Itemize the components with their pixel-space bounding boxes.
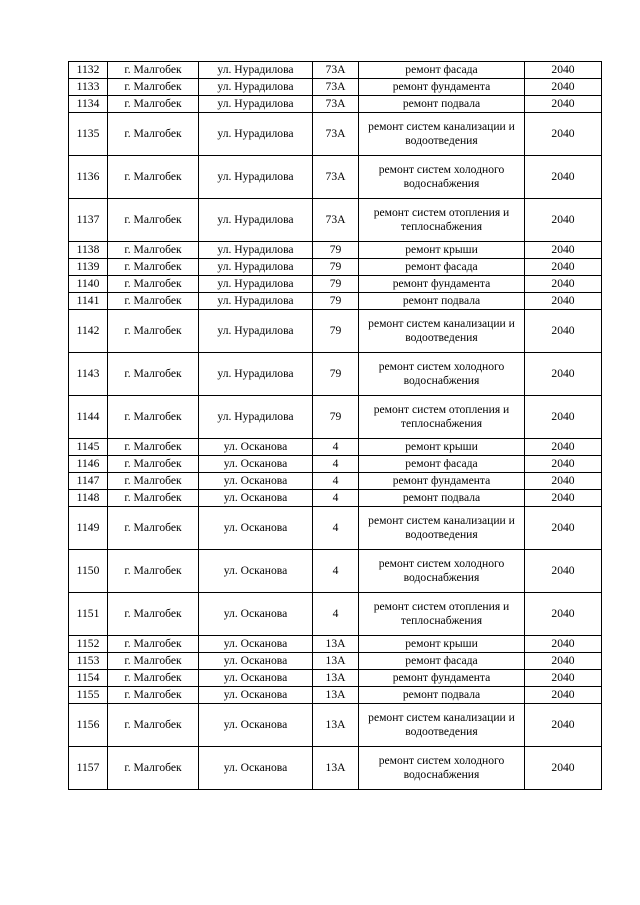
- year-cell: 2040: [525, 636, 602, 653]
- city-cell: г. Малгобек: [108, 439, 199, 456]
- year-cell: 2040: [525, 670, 602, 687]
- table-row: [69, 353, 602, 396]
- work-type-cell: ремонт фасада: [359, 456, 525, 473]
- house-number-cell: 4: [313, 473, 359, 490]
- house-number-cell: 73А: [313, 156, 359, 199]
- house-number-cell: 4: [313, 593, 359, 636]
- city-cell: г. Малгобек: [108, 396, 199, 439]
- table-row: [69, 156, 602, 199]
- house-number-cell: 73А: [313, 113, 359, 156]
- house-number-cell: 79: [313, 353, 359, 396]
- street-cell: ул. Осканова: [199, 593, 313, 636]
- year-cell: 2040: [525, 242, 602, 259]
- year-cell: 2040: [525, 353, 602, 396]
- work-type-cell: ремонт крыши: [359, 636, 525, 653]
- row-number-cell: 1136: [69, 156, 108, 199]
- works-table-body: [69, 62, 602, 790]
- row-number-cell: 1135: [69, 113, 108, 156]
- street-cell: ул. Нурадилова: [199, 293, 313, 310]
- house-number-cell: 4: [313, 490, 359, 507]
- year-cell: 2040: [525, 550, 602, 593]
- city-cell: г. Малгобек: [108, 276, 199, 293]
- table-row: [69, 670, 602, 687]
- row-number-cell: 1137: [69, 199, 108, 242]
- work-type-cell: ремонт подвала: [359, 293, 525, 310]
- house-number-cell: 73А: [313, 79, 359, 96]
- work-type-cell: ремонт систем канализации и водоотведения: [359, 507, 525, 550]
- street-cell: ул. Нурадилова: [199, 156, 313, 199]
- table-row: [69, 687, 602, 704]
- street-cell: ул. Нурадилова: [199, 259, 313, 276]
- table-row: [69, 276, 602, 293]
- house-number-cell: 79: [313, 293, 359, 310]
- house-number-cell: 13А: [313, 704, 359, 747]
- city-cell: г. Малгобек: [108, 310, 199, 353]
- city-cell: г. Малгобек: [108, 242, 199, 259]
- street-cell: ул. Осканова: [199, 653, 313, 670]
- city-cell: г. Малгобек: [108, 704, 199, 747]
- table-row: [69, 747, 602, 790]
- work-type-cell: ремонт систем канализации и водоотведения: [359, 704, 525, 747]
- year-cell: 2040: [525, 259, 602, 276]
- street-cell: ул. Нурадилова: [199, 396, 313, 439]
- table-row: [69, 636, 602, 653]
- work-type-cell: ремонт систем холодного водоснабжения: [359, 156, 525, 199]
- house-number-cell: 79: [313, 396, 359, 439]
- row-number-cell: 1152: [69, 636, 108, 653]
- table-row: [69, 593, 602, 636]
- work-type-cell: ремонт крыши: [359, 439, 525, 456]
- row-number-cell: 1151: [69, 593, 108, 636]
- house-number-cell: 4: [313, 550, 359, 593]
- year-cell: 2040: [525, 456, 602, 473]
- row-number-cell: 1140: [69, 276, 108, 293]
- city-cell: г. Малгобек: [108, 113, 199, 156]
- street-cell: ул. Осканова: [199, 747, 313, 790]
- year-cell: 2040: [525, 687, 602, 704]
- year-cell: 2040: [525, 507, 602, 550]
- street-cell: ул. Осканова: [199, 687, 313, 704]
- year-cell: 2040: [525, 113, 602, 156]
- row-number-cell: 1156: [69, 704, 108, 747]
- street-cell: ул. Нурадилова: [199, 62, 313, 79]
- row-number-cell: 1132: [69, 62, 108, 79]
- table-row: [69, 473, 602, 490]
- row-number-cell: 1155: [69, 687, 108, 704]
- work-type-cell: ремонт подвала: [359, 490, 525, 507]
- year-cell: 2040: [525, 62, 602, 79]
- city-cell: г. Малгобек: [108, 156, 199, 199]
- street-cell: ул. Нурадилова: [199, 276, 313, 293]
- row-number-cell: 1134: [69, 96, 108, 113]
- row-number-cell: 1145: [69, 439, 108, 456]
- city-cell: г. Малгобек: [108, 96, 199, 113]
- street-cell: ул. Нурадилова: [199, 353, 313, 396]
- house-number-cell: 4: [313, 456, 359, 473]
- street-cell: ул. Осканова: [199, 507, 313, 550]
- house-number-cell: 13А: [313, 687, 359, 704]
- row-number-cell: 1150: [69, 550, 108, 593]
- street-cell: ул. Осканова: [199, 456, 313, 473]
- street-cell: ул. Осканова: [199, 550, 313, 593]
- table-row: [69, 456, 602, 473]
- work-type-cell: ремонт фасада: [359, 62, 525, 79]
- year-cell: 2040: [525, 199, 602, 242]
- row-number-cell: 1143: [69, 353, 108, 396]
- row-number-cell: 1141: [69, 293, 108, 310]
- table-row: [69, 259, 602, 276]
- street-cell: ул. Нурадилова: [199, 242, 313, 259]
- street-cell: ул. Осканова: [199, 439, 313, 456]
- street-cell: ул. Осканова: [199, 636, 313, 653]
- year-cell: 2040: [525, 396, 602, 439]
- row-number-cell: 1148: [69, 490, 108, 507]
- city-cell: г. Малгобек: [108, 550, 199, 593]
- house-number-cell: 13А: [313, 636, 359, 653]
- city-cell: г. Малгобек: [108, 353, 199, 396]
- row-number-cell: 1153: [69, 653, 108, 670]
- street-cell: ул. Осканова: [199, 473, 313, 490]
- house-number-cell: 73А: [313, 62, 359, 79]
- house-number-cell: 79: [313, 276, 359, 293]
- work-type-cell: ремонт систем холодного водоснабжения: [359, 747, 525, 790]
- house-number-cell: 13А: [313, 653, 359, 670]
- city-cell: г. Малгобек: [108, 653, 199, 670]
- row-number-cell: 1144: [69, 396, 108, 439]
- house-number-cell: 73А: [313, 96, 359, 113]
- street-cell: ул. Нурадилова: [199, 79, 313, 96]
- street-cell: ул. Нурадилова: [199, 310, 313, 353]
- table-row: [69, 490, 602, 507]
- row-number-cell: 1133: [69, 79, 108, 96]
- year-cell: 2040: [525, 473, 602, 490]
- table-row: [69, 310, 602, 353]
- table-row: [69, 439, 602, 456]
- table-row: [69, 79, 602, 96]
- house-number-cell: 4: [313, 507, 359, 550]
- house-number-cell: 79: [313, 259, 359, 276]
- year-cell: 2040: [525, 96, 602, 113]
- year-cell: 2040: [525, 156, 602, 199]
- table-row: [69, 550, 602, 593]
- work-type-cell: ремонт систем отопления и теплоснабжения: [359, 199, 525, 242]
- city-cell: г. Малгобек: [108, 490, 199, 507]
- row-number-cell: 1146: [69, 456, 108, 473]
- work-type-cell: ремонт фундамента: [359, 473, 525, 490]
- street-cell: ул. Осканова: [199, 670, 313, 687]
- city-cell: г. Малгобек: [108, 293, 199, 310]
- house-number-cell: 13А: [313, 670, 359, 687]
- year-cell: 2040: [525, 293, 602, 310]
- year-cell: 2040: [525, 490, 602, 507]
- work-type-cell: ремонт систем отопления и теплоснабжения: [359, 396, 525, 439]
- row-number-cell: 1138: [69, 242, 108, 259]
- street-cell: ул. Осканова: [199, 704, 313, 747]
- work-type-cell: ремонт фундамента: [359, 670, 525, 687]
- city-cell: г. Малгобек: [108, 456, 199, 473]
- work-type-cell: ремонт систем холодного водоснабжения: [359, 353, 525, 396]
- street-cell: ул. Нурадилова: [199, 199, 313, 242]
- table-row: [69, 293, 602, 310]
- work-type-cell: ремонт подвала: [359, 687, 525, 704]
- row-number-cell: 1157: [69, 747, 108, 790]
- city-cell: г. Малгобек: [108, 79, 199, 96]
- house-number-cell: 4: [313, 439, 359, 456]
- city-cell: г. Малгобек: [108, 507, 199, 550]
- city-cell: г. Малгобек: [108, 593, 199, 636]
- row-number-cell: 1142: [69, 310, 108, 353]
- street-cell: ул. Осканова: [199, 490, 313, 507]
- table-row: [69, 96, 602, 113]
- row-number-cell: 1149: [69, 507, 108, 550]
- work-type-cell: ремонт крыши: [359, 242, 525, 259]
- city-cell: г. Малгобек: [108, 670, 199, 687]
- house-number-cell: 79: [313, 310, 359, 353]
- house-number-cell: 73А: [313, 199, 359, 242]
- table-row: [69, 507, 602, 550]
- year-cell: 2040: [525, 310, 602, 353]
- year-cell: 2040: [525, 704, 602, 747]
- work-type-cell: ремонт фасада: [359, 653, 525, 670]
- year-cell: 2040: [525, 439, 602, 456]
- table-row: [69, 242, 602, 259]
- year-cell: 2040: [525, 276, 602, 293]
- work-type-cell: ремонт систем канализации и водоотведения: [359, 113, 525, 156]
- year-cell: 2040: [525, 593, 602, 636]
- street-cell: ул. Нурадилова: [199, 113, 313, 156]
- street-cell: ул. Нурадилова: [199, 96, 313, 113]
- table-row: [69, 199, 602, 242]
- work-type-cell: ремонт фундамента: [359, 79, 525, 96]
- house-number-cell: 79: [313, 242, 359, 259]
- table-row: [69, 396, 602, 439]
- work-type-cell: ремонт систем холодного водоснабжения: [359, 550, 525, 593]
- table-row: [69, 62, 602, 79]
- work-type-cell: ремонт систем отопления и теплоснабжения: [359, 593, 525, 636]
- work-type-cell: ремонт подвала: [359, 96, 525, 113]
- work-type-cell: ремонт фундамента: [359, 276, 525, 293]
- year-cell: 2040: [525, 653, 602, 670]
- work-type-cell: ремонт фасада: [359, 259, 525, 276]
- row-number-cell: 1154: [69, 670, 108, 687]
- city-cell: г. Малгобек: [108, 259, 199, 276]
- table-row: [69, 704, 602, 747]
- city-cell: г. Малгобек: [108, 687, 199, 704]
- works-table: [68, 61, 602, 790]
- city-cell: г. Малгобек: [108, 636, 199, 653]
- city-cell: г. Малгобек: [108, 199, 199, 242]
- table-row: [69, 653, 602, 670]
- row-number-cell: 1147: [69, 473, 108, 490]
- year-cell: 2040: [525, 79, 602, 96]
- work-type-cell: ремонт систем канализации и водоотведения: [359, 310, 525, 353]
- row-number-cell: 1139: [69, 259, 108, 276]
- city-cell: г. Малгобек: [108, 473, 199, 490]
- year-cell: 2040: [525, 747, 602, 790]
- table-row: [69, 113, 602, 156]
- city-cell: г. Малгобек: [108, 747, 199, 790]
- house-number-cell: 13А: [313, 747, 359, 790]
- city-cell: г. Малгобек: [108, 62, 199, 79]
